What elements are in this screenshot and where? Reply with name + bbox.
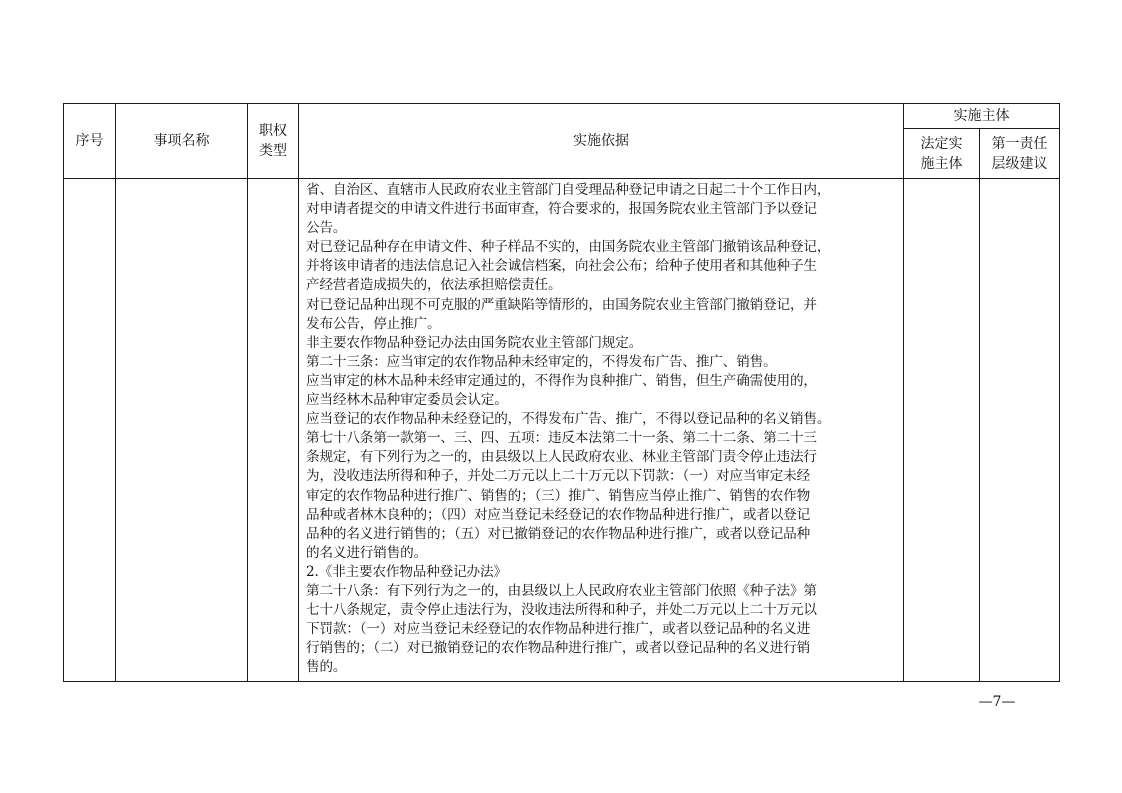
table-row xyxy=(64,179,1060,682)
basis-line: 审定的农作物品种进行推广、销售的；（三）推广、销售应当停止推广、销售的农作物 xyxy=(306,487,811,504)
header-item-name: 事项名称 xyxy=(116,104,248,179)
header-subject-group: 实施主体 xyxy=(904,104,1060,129)
header-first-resp-line2: 层级建议 xyxy=(991,155,1048,172)
basis-line: 对已登记品种存在申请文件、种子样品不实的，由国务院农业主管部门撤销该品种登记， xyxy=(306,239,831,256)
basis-line: 2.《非主要农作物品种登记办法》 xyxy=(306,563,507,580)
cell-seq xyxy=(64,179,116,682)
basis-line: 行销售的；（二）对已撤销登记的农作物品种进行推广，或者以登记品种的名义进行销 xyxy=(306,640,811,657)
basis-line: 第二十三条：应当审定的农作物品种未经审定的，不得发布广告、推广、销售。 xyxy=(306,353,777,370)
header-authority-type-line2: 类型 xyxy=(259,143,287,159)
header-legal-subject-line1: 法定实 xyxy=(920,135,963,152)
document-table xyxy=(63,103,1060,682)
basis-line: 应当登记的农作物品种未经登记的，不得发布广告、推广，不得以登记品种的名义销售。 xyxy=(306,411,831,428)
basis-line: 对已登记品种出现不可克服的严重缺陷等情形的，由国务院农业主管部门撤销登记，并 xyxy=(306,296,817,313)
basis-line: 对申请者提交的申请文件进行书面审查，符合要求的，报国务院农业主管部门予以登记 xyxy=(306,201,817,218)
basis-line: 并将该申请者的违法信息记入社会诚信档案，向社会公布；给种子使用者和其他种子生 xyxy=(306,258,817,275)
cell-first-responsibility xyxy=(980,179,1060,682)
basis-line: 省、自治区、直辖市人民政府农业主管部门自受理品种登记申请之日起二十个工作日内， xyxy=(306,182,831,198)
header-basis: 实施依据 xyxy=(299,104,904,179)
header-legal-subject xyxy=(904,129,980,179)
basis-line: 公告。 xyxy=(306,220,347,237)
cell-legal-subject xyxy=(904,179,980,682)
basis-line: 应当审定的林木品种未经审定通过的，不得作为良种推广、销售，但生产确需使用的， xyxy=(306,372,817,389)
cell-basis xyxy=(299,179,904,682)
page-number: —7— xyxy=(978,694,1016,710)
header-first-resp-line1: 第一责任 xyxy=(991,135,1048,152)
header-authority-type xyxy=(248,104,299,179)
header-first-responsibility xyxy=(980,129,1060,179)
basis-line: 品种的名义进行销售的；（五）对已撤销登记的农作物品种进行推广，或者以登记品种 xyxy=(306,525,811,542)
basis-line: 应当经林木品种审定委员会认定。 xyxy=(306,392,508,409)
basis-line: 产经营者造成损失的，依法承担赔偿责任。 xyxy=(306,277,562,294)
basis-line: 七十八条规定，责令停止违法行为，没收违法所得和种子，并处二万元以上二十万元以 xyxy=(306,602,817,619)
basis-line: 条规定，有下列行为之一的，由县级以上人民政府农业、林业主管部门责令停止违法行 xyxy=(306,449,817,466)
cell-authority-type xyxy=(248,179,299,682)
basis-line: 第二十八条：有下列行为之一的，由县级以上人民政府农业主管部门依照《种子法》第 xyxy=(306,582,817,599)
header-seq: 序号 xyxy=(64,104,116,179)
header-authority-type-line1: 职权 xyxy=(259,123,287,139)
basis-line: 第七十八条第一款第一、三、四、五项：违反本法第二十一条、第二十二条、第二十三 xyxy=(306,430,817,447)
basis-line: 非主要农作物品种登记办法由国务院农业主管部门规定。 xyxy=(306,334,643,351)
basis-line: 售的。 xyxy=(306,659,347,676)
basis-line: 发布公告，停止推广。 xyxy=(306,315,441,332)
basis-line: 下罚款：（一）对应当登记未经登记的农作物品种进行推广，或者以登记品种的名义进 xyxy=(306,621,811,638)
basis-line: 的名义进行销售的。 xyxy=(306,544,427,561)
header-legal-subject-line2: 施主体 xyxy=(920,155,963,172)
cell-item-name xyxy=(116,179,248,682)
basis-line: 为，没收违法所得和种子，并处二万元以上二十万元以下罚款：（一）对应当审定未经 xyxy=(306,468,811,485)
basis-line: 品种或者林木良种的；（四）对应当登记未经登记的农作物品种进行推广，或者以登记 xyxy=(306,506,811,523)
